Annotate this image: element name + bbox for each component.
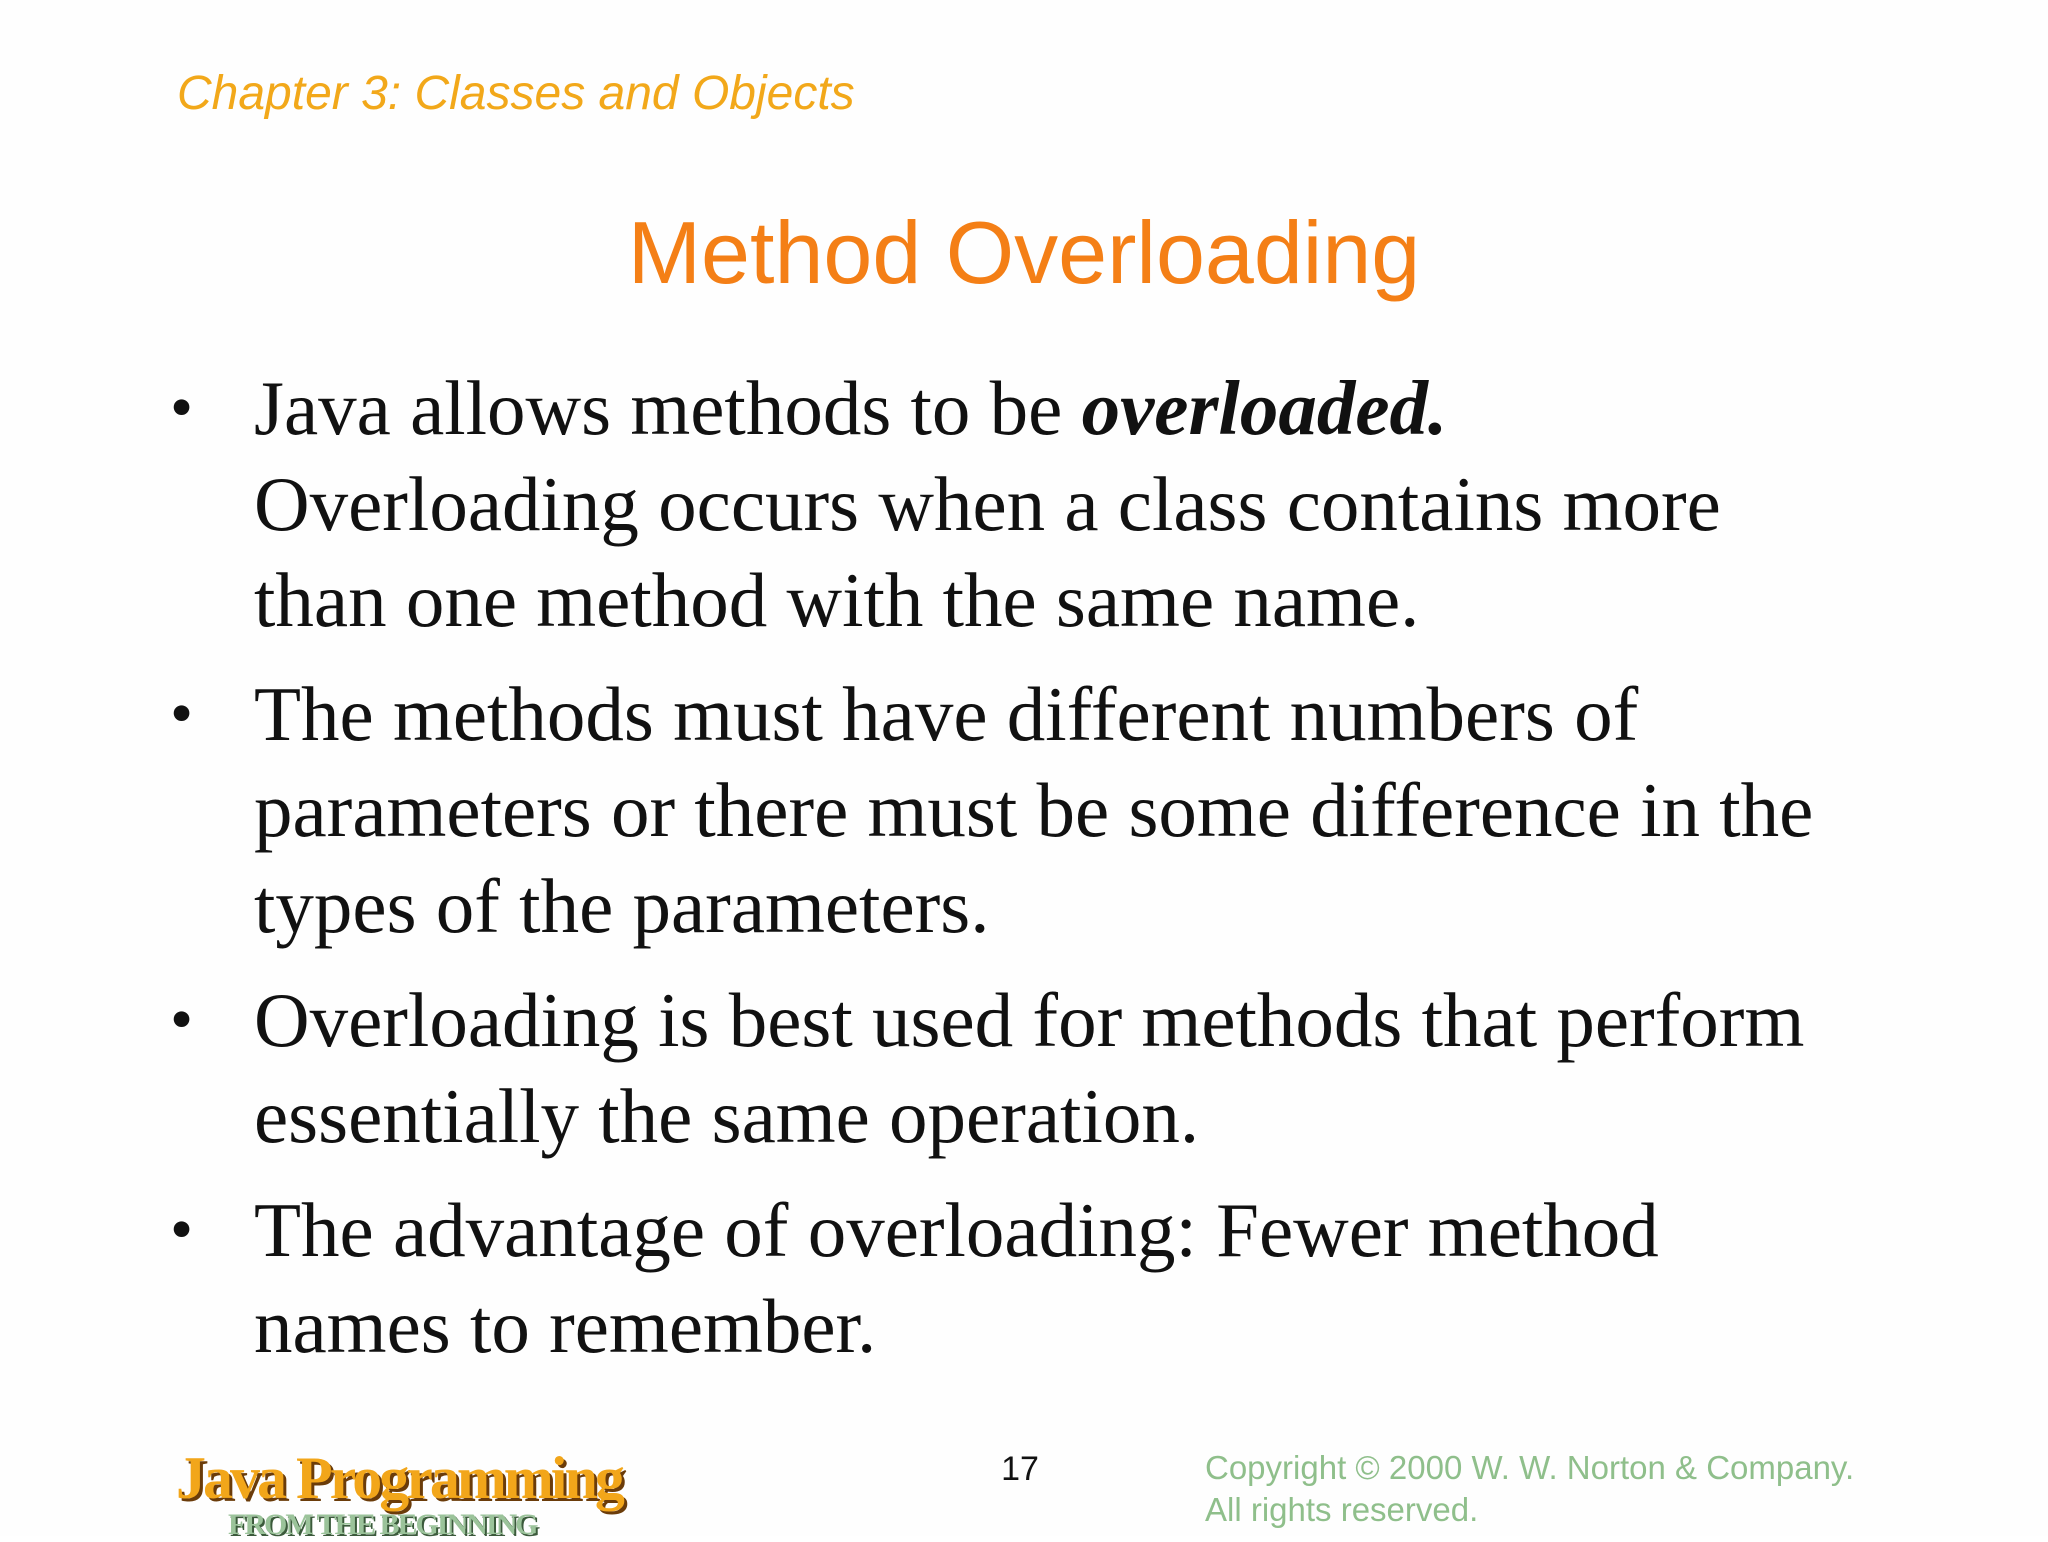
bullet-item: [170, 1182, 1900, 1374]
bullet-line: names to remember.: [254, 1283, 877, 1369]
bullet-line: [254, 360, 1900, 456]
bullet-line: types of the parameters.: [254, 863, 990, 949]
bullet-line: parameters or there must be some difference in the: [254, 767, 1814, 853]
bullet-list: [170, 360, 1900, 1392]
bullet-line: essentially the same operation.: [254, 1073, 1200, 1159]
copyright-line: Copyright © 2000 W. W. Norton & Company.: [1205, 1449, 1855, 1486]
bullet-text: Java allows methods to be: [254, 365, 1082, 451]
logo-subtitle: FROM THE BEGINNING: [228, 1508, 537, 1541]
copyright-line: All rights reserved.: [1205, 1491, 1479, 1528]
slide-title: Method Overloading: [627, 203, 1421, 302]
book-logo: [176, 1445, 666, 1541]
bullet-dot-icon: •: [170, 677, 194, 750]
bullet-dot-icon: •: [170, 1193, 194, 1266]
bullet-item: [170, 360, 1900, 648]
bullet-line: The advantage of overloading: Fewer method: [254, 1187, 1659, 1273]
bullet-item: [170, 972, 1900, 1164]
bullet-line: Overloading occurs when a class contains more: [254, 461, 1721, 547]
chapter-heading: Chapter 3: Classes and Objects: [177, 67, 855, 120]
page-number: 17: [1001, 1450, 1039, 1488]
emphasis-term: overloaded.: [1081, 365, 1448, 451]
bullet-dot-icon: •: [170, 371, 194, 444]
bullet-line: Overloading is best used for methods that perform: [254, 977, 1805, 1063]
bullet-line: The methods must have different numbers of: [254, 671, 1639, 757]
bullet-item: [170, 666, 1900, 954]
copyright-notice: [1205, 1447, 1854, 1531]
bullet-dot-icon: •: [170, 983, 194, 1056]
logo-title: Java Programming: [176, 1445, 622, 1511]
bullet-line: than one method with the same name.: [254, 557, 1420, 643]
